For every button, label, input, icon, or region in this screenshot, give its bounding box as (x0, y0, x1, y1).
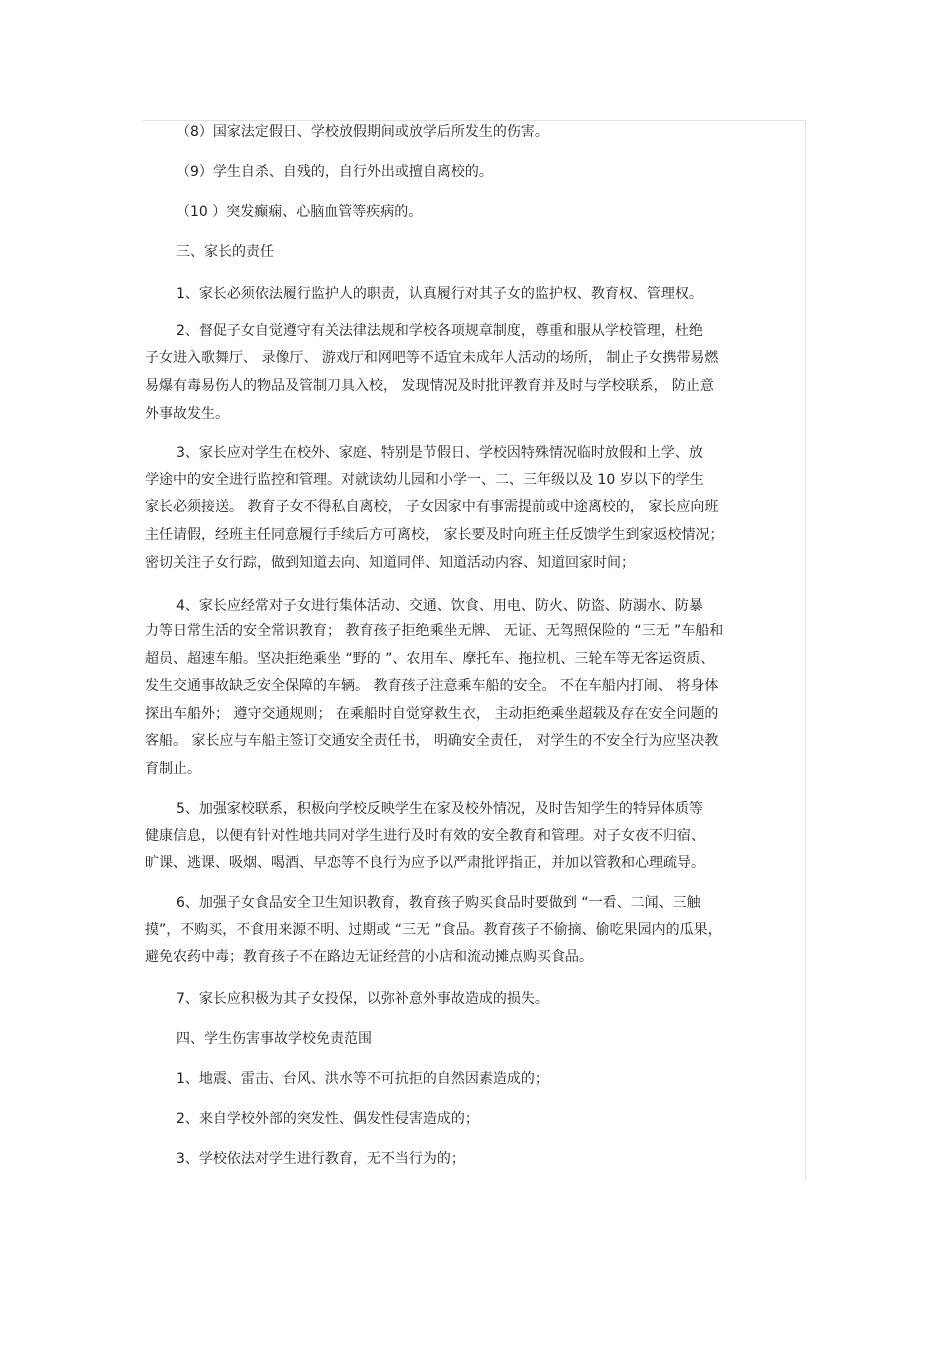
section-heading: 三、家长的责任 (176, 244, 274, 260)
paragraph-line: 家长必须接送。 教育子女不得私自离校， 子女因家中有事需提前或中途离校的， 家长应向班 (145, 499, 719, 515)
list-item: 1、地震、雷击、台风、洪水等不可抗拒的自然因素造成的； (176, 1071, 549, 1087)
paragraph-line: 4、家长应经常对子女进行集体活动、交通、饮食、用电、防火、防盗、防溺水、防暴 (176, 598, 703, 614)
paragraph-line: 1、家长必须依法履行监护人的职责，认真履行对其子女的监护权、教育权、管理权。 (176, 286, 703, 302)
list-item: （10 ）突发癫痫、心脑血管等疾病的。 (176, 204, 423, 220)
list-item: （9）学生自杀、自残的，自行外出或擅自离校的。 (176, 164, 493, 180)
paragraph-line: 外事故发生。 (145, 406, 229, 422)
paragraph-line: 避免农药中毒；教育孩子不在路边无证经营的小店和流动摊点购买食品。 (145, 949, 593, 965)
paragraph-line: 健康信息，以便有针对性地共同对学生进行及时有效的安全教育和管理。对子女夜不归宿、 (145, 828, 705, 844)
paragraph-line: 发生交通事故缺乏安全保障的车辆。 教育孩子注意乘车船的安全。 不在车船内打闹、 将身体 (145, 678, 719, 694)
paragraph-line: 超员、超速车船。坚决拒绝乘坐 “野的 ”、农用车、摩托车、拖拉机、三轮车等无客运资质、 (145, 651, 715, 667)
paragraph-line: 5、加强家校联系，积极向学校反映学生在家及校外情况，及时告知学生的特异体质等 (176, 801, 703, 817)
list-item: 3、学校依法对学生进行教育，无不当行为的； (176, 1151, 465, 1167)
section-heading: 四、学生伤害事故学校免责范围 (176, 1031, 372, 1047)
paragraph-line: 育制止。 (145, 761, 201, 777)
paragraph-line: 探出车船外； 遵守交通规则； 在乘船时自觉穿救生衣， 主动拒绝乘坐超载及存在安全问题的 (145, 706, 719, 722)
paragraph-line: 7、家长应积极为其子女投保，以弥补意外事故造成的损失。 (176, 991, 549, 1007)
paragraph-line: 旷课、逃课、吸烟、喝酒、早恋等不良行为应予以严肃批评指正，并加以管教和心理疏导。 (145, 855, 705, 871)
list-item: 2、来自学校外部的突发性、偶发性侵害造成的； (176, 1111, 479, 1127)
paragraph-line: 2、督促子女自觉遵守有关法律法规和学校各项规章制度，尊重和服从学校管理，杜绝 (176, 323, 703, 339)
paragraph-line: 3、家长应对学生在校外、家庭、特别是节假日、学校因特殊情况临时放假和上学、放 (176, 445, 703, 461)
paragraph-line: 摸”，不购买，不食用来源不明、过期或 “三无 ”食品。教育孩子不偷摘、偷吃果园内的瓜果， (145, 922, 722, 938)
paragraph-line: 6、加强子女食品安全卫生知识教育，教育孩子购买食品时要做到 “一看、二闻、三触 (176, 895, 701, 911)
paragraph-line: 主任请假，经班主任同意履行手续后方可离校， 家长要及时向班主任反馈学生到家返校情况； (145, 527, 724, 543)
paragraph-line: 密切关注子女行踪，做到知道去向、知道同伴、知道活动内容、知道回家时间； (145, 555, 635, 571)
paragraph-line: 客船。 家长应与车船主签订交通安全责任书， 明确安全责任， 对学生的不安全行为应坚决教 (145, 733, 719, 749)
paragraph-line: 学途中的安全进行监控和管理。对就读幼儿园和小学一、二、三年级以及 10 岁以下的学生 (145, 472, 704, 488)
paragraph-line: 易爆有毒易伤人的物品及管制刀具入校， 发现情况及时批评教育并及时与学校联系， 防止意 (145, 378, 714, 394)
list-item: （8）国家法定假日、学校放假期间或放学后所发生的伤害。 (176, 124, 549, 140)
paragraph-line: 力等日常生活的安全常识教育； 教育孩子拒绝乘坐无牌、 无证、无驾照保险的 “三无 ”车船和 (145, 623, 724, 639)
paragraph-line: 子女进入歌舞厅、 录像厅、 游戏厅和网吧等不适宜未成年人活动的场所， 制止子女携带易燃 (145, 350, 719, 366)
